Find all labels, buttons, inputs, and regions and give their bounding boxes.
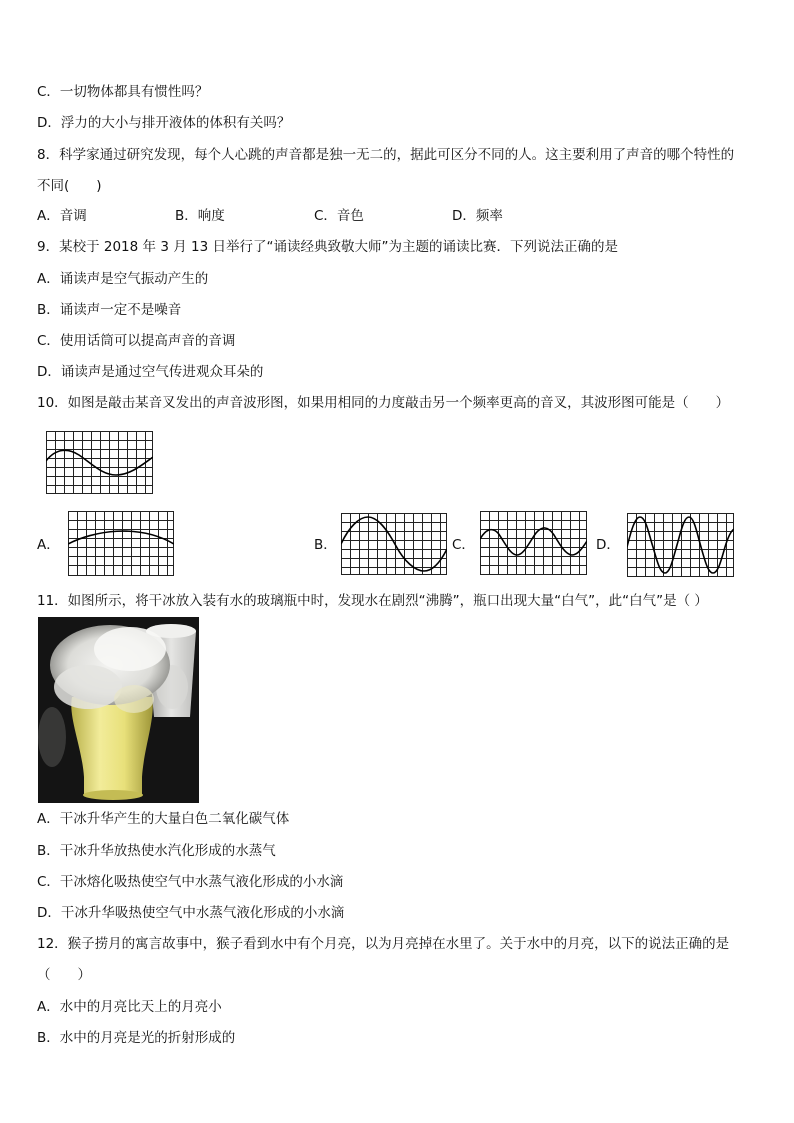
q11-option-b: B．干冰升华放热使水汽化形成的水蒸气: [37, 843, 276, 859]
reference-waveform: [46, 431, 153, 494]
q9-option-d: D．诵读声是通过空气传进观众耳朵的: [37, 364, 264, 380]
q10-option-c-waveform: [480, 511, 587, 575]
q9-stem: 9．某校于 2018 年 3 月 13 日举行了“诵读经典致敬大师”为主题的诵读比赛．下列说法正确的是: [37, 239, 618, 255]
q10-stem: 10．如图是敲击某音叉发出的声音波形图，如果用相同的力度敲击另一个频率更高的音叉，其波形图可能是（ ）: [37, 395, 730, 411]
q10-option-b-label: B．: [314, 537, 337, 553]
q8-option-a: A．音调: [37, 208, 87, 224]
q7-option-c: C．一切物体都具有惯性吗？: [37, 84, 209, 100]
q9-option-a: A．诵读声是空气振动产生的: [37, 271, 209, 287]
q12-stem: 12．猴子捞月的寓言故事中，猴子看到水中有个月亮，以为月亮掉在水里了。关于水中的月亮，以下的说法正确的是: [37, 936, 730, 952]
q8-option-c: C．音色: [314, 208, 364, 224]
q10-option-a-label: A．: [37, 537, 60, 553]
q7-option-d: D．浮力的大小与排开液体的体积有关吗？: [37, 115, 291, 131]
q10-option-d-waveform: [627, 513, 734, 577]
q11-option-c: C．干冰熔化吸热使空气中水蒸气液化形成的小水滴: [37, 874, 344, 890]
dry-ice-glass-photo: [38, 617, 199, 803]
q10-option-a-waveform: [68, 511, 174, 576]
q10-option-c-label: C．: [452, 537, 475, 553]
q8-option-d: D．频率: [452, 208, 503, 224]
q10-option-b-waveform: [341, 513, 447, 575]
q11-option-d: D．干冰升华吸热使空气中水蒸气液化形成的小水滴: [37, 905, 345, 921]
q9-option-b: B．诵读声一定不是噪音: [37, 302, 182, 318]
q10-option-d-label: D．: [596, 537, 620, 553]
q12-stem-cont: （ ）: [37, 967, 91, 983]
q11-option-a: A．干冰升华产生的大量白色二氧化碳气体: [37, 811, 290, 827]
q12-option-b: B．水中的月亮是光的折射形成的: [37, 1030, 236, 1046]
q8-option-b: B．响度: [175, 208, 225, 224]
q8-stem: 8．科学家通过研究发现，每个人心跳的声音都是独一无二的，据此可区分不同的人。这主要利用了声音的哪个特性的: [37, 147, 735, 163]
q11-stem: 11．如图所示，将干冰放入装有水的玻璃瓶中时，发现水在剧烈“沸腾”，瓶口出现大量“白气”，此“白气”是（ ）: [37, 593, 708, 609]
q8-stem-cont: 不同( ): [37, 178, 102, 194]
q12-option-a: A．水中的月亮比天上的月亮小: [37, 999, 222, 1015]
q9-option-c: C．使用话筒可以提高声音的音调: [37, 333, 236, 349]
